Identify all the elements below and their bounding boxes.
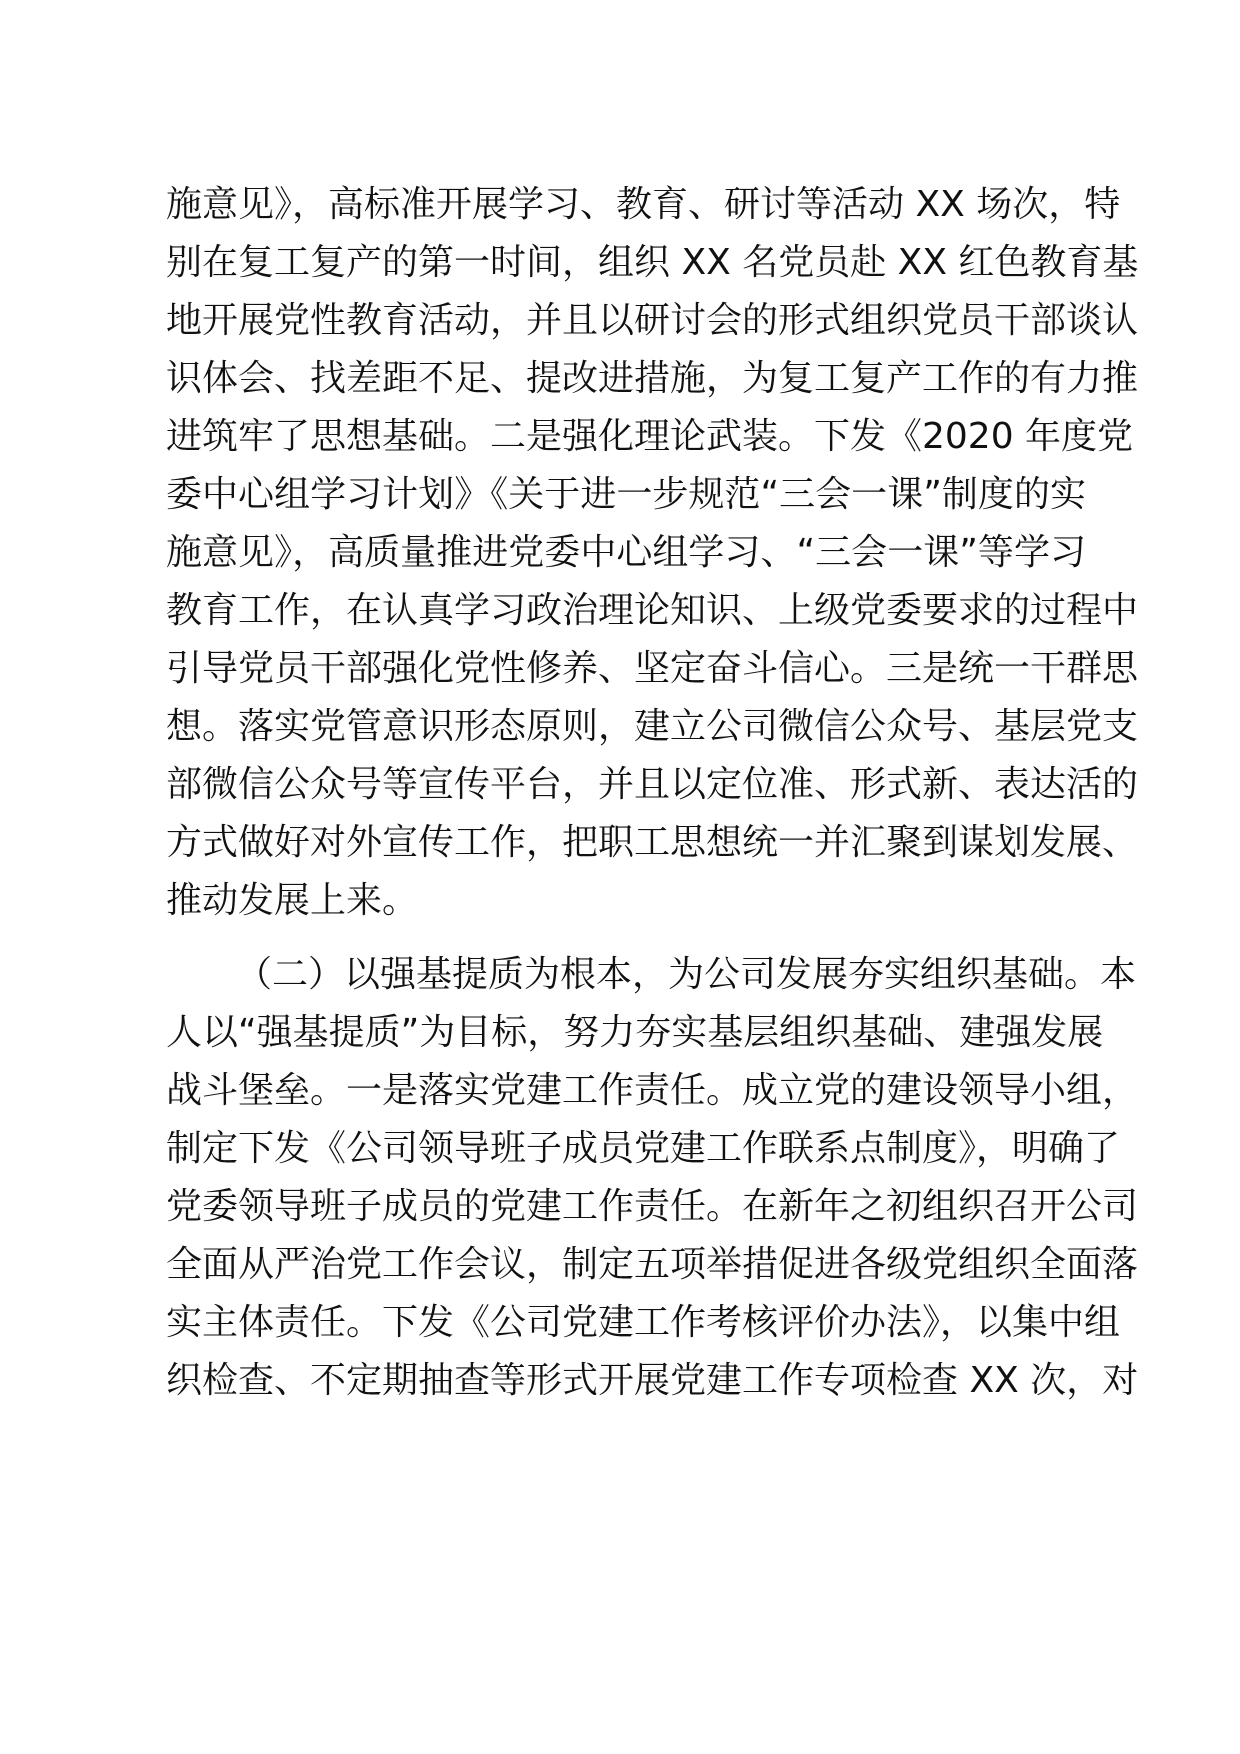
text-line: 推动发展上来。 bbox=[166, 880, 419, 921]
text-line: 全面从严治党工作会议，制定五项举措促进各级党组织全面落 bbox=[166, 1244, 1139, 1285]
text-line: 党委领导班子成员的党建工作责任。在新年之初组织召开公司 bbox=[166, 1186, 1139, 1227]
text-line: 别在复工复产的第一时间，组织 XX 名党员赴 XX 红色教育基 bbox=[166, 242, 1139, 283]
text-line: 制定下发《公司领导班子成员党建工作联系点制度》，明确了 bbox=[166, 1128, 1121, 1169]
text-line: 教育工作，在认真学习政治理论知识、上级党委要求的过程中 bbox=[166, 590, 1139, 631]
text-line: 进筑牢了思想基础。二是强化理论武装。下发《2020 年度党 bbox=[166, 416, 1134, 457]
text-line: 地开展党性教育活动，并且以研讨会的形式组织党员干部谈认 bbox=[166, 300, 1139, 341]
text-line: 施意见》，高标准开展学习、教育、研讨等活动 XX 场次，特 bbox=[166, 184, 1121, 225]
text-line: 引导党员干部强化党性修养、坚定奋斗信心。三是统一干群思 bbox=[166, 648, 1139, 689]
text-line: 织检查、不定期抽查等形式开展党建工作专项检查 XX 次，对 bbox=[166, 1360, 1139, 1401]
text-line: 战斗堡垒。一是落实党建工作责任。成立党的建设领导小组， bbox=[166, 1070, 1139, 1111]
text-line: 部微信公众号等宣传平台，并且以定位准、形式新、表达活的 bbox=[166, 764, 1139, 805]
text-line: （二）以强基提质为根本，为公司发展夯实组织基础。本 bbox=[236, 954, 1137, 995]
text-line: 想。落实党管意识形态原则，建立公司微信公众号、基层党支 bbox=[166, 706, 1139, 747]
text-line: 实主体责任。下发《公司党建工作考核评价办法》，以集中组 bbox=[166, 1302, 1121, 1343]
text-line: 识体会、找差距不足、提改进措施，为复工复产工作的有力推 bbox=[166, 358, 1139, 399]
text-line: 人以“强基提质”为目标，努力夯实基层组织基础、建强发展 bbox=[166, 1012, 1104, 1053]
text-line: 方式做好对外宣传工作，把职工思想统一并汇聚到谋划发展、 bbox=[166, 822, 1139, 863]
text-line: 施意见》，高质量推进党委中心组学习、“三会一课”等学习 bbox=[166, 532, 1086, 573]
text-line: 委中心组学习计划》《关于进一步规范“三会一课”制度的实 bbox=[166, 474, 1086, 515]
